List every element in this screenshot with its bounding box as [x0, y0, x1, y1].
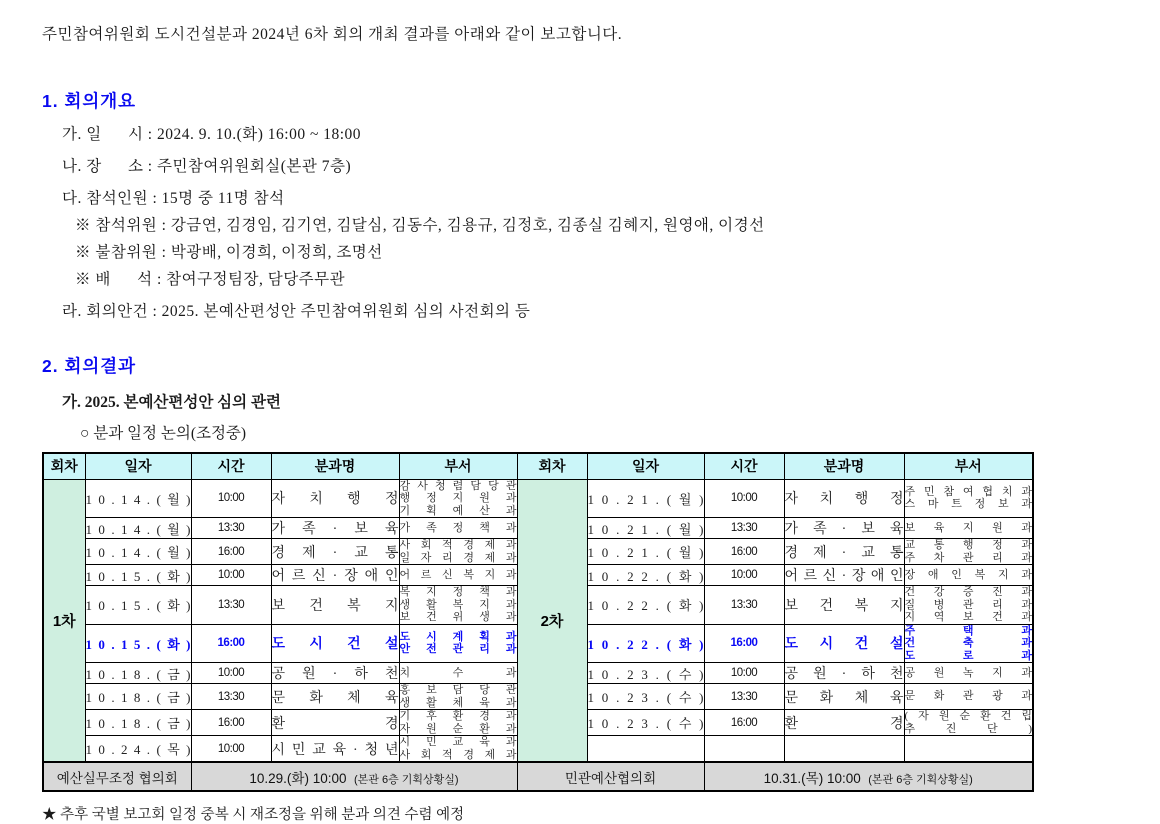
- dept-cell: 어 르 신 복 지 과: [399, 565, 517, 586]
- table-row-highlighted: 1 0 . 1 5 . ( 화 ) 16:00 도 시 건 설 도 시 계 획 과 안 전 관 리 과 1 0 . 2 2 . ( 화 ) 16:00 도 시 건 설 주 택 과 건 축 과 도 로 과: [85, 624, 1032, 662]
- section2-subheading: 가. 2025. 본예산편성안 심의 관련: [62, 394, 281, 411]
- header-round: 회차: [43, 453, 85, 479]
- dept-cell: 도 시 계 획 과 안 전 관 리 과: [399, 624, 517, 663]
- table-row: 1 0 . 1 8 . ( 금 ) 13:30 문 화 체 육 홍 보 담 당 관 생 활 체 육 과 1 0 . 2 3 . ( 수 ) 13:30 문 화 체 육 문 화 관 광 과: [85, 684, 1032, 709]
- footnote-text: ★ 추후 국별 보고회 일정 중복 시 재조정을 위해 분과 의견 수렴 예정: [42, 807, 465, 823]
- section1-title: 1. 회의개요: [42, 91, 137, 111]
- dept-cell: 교 통 행 정 과 주 차 관 리 과: [904, 539, 1032, 564]
- table-header-row: [43, 453, 1033, 479]
- dept-cell: 감 사 청 렴 담 당 관 행 정 지 원 과 기 획 예 산 과: [399, 479, 517, 517]
- table-row: 1 0 . 1 8 . ( 금 ) 16:00 환 경 기 후 환 경 과 자 원 순 환 과 1 0 . 2 3 . ( 수 ) 16:00 환 경 ( 자 원 순 환 건 립 추 진 단 ): [85, 710, 1032, 735]
- dept-cell: 복 지 정 책 과 생 활 복 지 과 보 건 위 생 과: [399, 586, 517, 623]
- header-name: 분과명: [784, 453, 904, 479]
- round2-label: 2차: [517, 479, 587, 762]
- meeting-agenda: 라. 회의안건 : 2025. 본예산편성안 주민참여위원회 심의 사전회의 등: [62, 303, 531, 320]
- table-row: 1 0 . 1 4 . ( 월 ) 16:00 경 제 · 교 통 사 회 적 경 제 과 일 자 리 경 제 과 1 0 . 2 1 . ( 월 ) 16:00 경 제 · 교 통 교 통 행 정 과 주 차 관 리 과: [85, 539, 1032, 564]
- footer-right-label: 민관예산협의회: [517, 762, 704, 791]
- dept-cell: 공 원 녹 지 과: [904, 663, 1033, 684]
- header-date: 일자: [85, 453, 191, 479]
- header-dept: 부서: [904, 453, 1033, 479]
- intro-text: 주민참여위원회 도시건설분과 2024년 6차 회의 개최 결과를 아래와 같이 보고합니다.: [42, 26, 623, 43]
- header-time: 시간: [704, 453, 784, 479]
- dept-cell: 주 택 과 건 축 과 도 로 과: [904, 624, 1032, 662]
- header-name: 분과명: [271, 453, 399, 479]
- header-date: 일자: [587, 453, 704, 479]
- table-row: 1 0 . 1 5 . ( 화 ) 13:30 보 건 복 지 복 지 정 책 과 생 활 복 지 과 보 건 위 생 과 1 0 . 2 2 . ( 화 ) 13:30 보 건 복 지 건 강 증 진 과 질 병 관 리 과 지 역 보 건 과: [85, 586, 1032, 623]
- header-round: 회차: [517, 453, 587, 479]
- dept-cell: 장 애 인 복 지 과: [904, 565, 1033, 586]
- meeting-datetime: 가. 일 시 : 2024. 9. 10.(화) 16:00 ~ 18:00: [62, 126, 362, 143]
- dept-cell: 보 육 지 원 과: [904, 518, 1033, 539]
- header-dept: 부서: [399, 453, 517, 479]
- table-row: 1 0 . 1 4 . ( 월 ) 13:30 가 족 · 보 육 가 족 정 책 과 1 0 . 2 1 . ( 월 ) 13:30 가 족 · 보 육 보 육 지 원 과: [43, 518, 1033, 539]
- table-row: 1차 1 0 . 1 4 . ( 월 ) 10:00 자 치 행 정 감 사 청 렴 담 당 관 행 정 지 원 과 기 획 예 산 과 2차 1 0 . 2 1 . ( 월 ) 10:00 자 치 행 정 주 민 참 여 협 치 과 스 마 트 정 보 과: [43, 479, 1033, 518]
- dept-cell: 주 민 참 여 협 치 과 스 마 트 정 보 과: [904, 479, 1033, 518]
- header-time: 시간: [191, 453, 271, 479]
- footer-right-value: 10.31.(목) 10:00 (본관 6층 기획상황실): [704, 762, 1033, 791]
- attendee-members: ※ 참석위원 : 강금연, 김경임, 김기연, 김달심, 김동수, 김용규, 김정호, 김종실 김혜지, 원영애, 이경선: [75, 217, 765, 234]
- staff-present: ※ 배 석 : 참여구정팀장, 담당주무관: [75, 271, 346, 288]
- dept-cell: 가 족 정 책 과: [399, 518, 517, 539]
- footer-left-note: (본관 6층 기획상황실): [354, 773, 459, 786]
- table-footer-row: [43, 762, 1033, 791]
- section1-body: [42, 121, 1120, 325]
- dept-cell: 홍 보 담 당 관 생 활 체 육 과: [399, 684, 517, 709]
- table-row: 1 0 . 1 8 . ( 금 ) 10:00 공 원 · 하 천 치 수 과 1 0 . 2 3 . ( 수 ) 10:00 공 원 · 하 천 공 원 녹 지 과: [43, 663, 1033, 684]
- dept-cell: 기 후 환 경 과 자 원 순 환 과: [399, 710, 517, 735]
- table-row: 1 0 . 2 4 . ( 목 ) 10:00 시 민 교 육 · 청 년 시 민 교 육 과 사 회 적 경 제 과: [43, 736, 1033, 763]
- footer-left-label: 예산실무조정 협의회: [43, 762, 191, 791]
- dept-cell: 치 수 과: [399, 663, 517, 684]
- dept-cell: ( 자 원 순 환 건 립 추 진 단 ): [904, 710, 1032, 735]
- meeting-place: 나. 장 소 : 주민참여위원회실(본관 7층): [62, 158, 352, 175]
- table-row: 1 0 . 1 5 . ( 화 ) 10:00 어 르 신 · 장 애 인 어 르 신 복 지 과 1 0 . 2 2 . ( 화 ) 10:00 어 르 신 · 장 애 인 장 애 인 복 지 과: [43, 565, 1033, 586]
- dept-cell: 건 강 증 진 과 질 병 관 리 과 지 역 보 건 과: [904, 586, 1032, 623]
- footer-left-value: 10.29.(화) 10:00 (본관 6층 기획상황실): [191, 762, 517, 791]
- footer-right-note: (본관 6층 기획상황실): [868, 773, 973, 786]
- section2-title: 2. 회의결과: [42, 356, 137, 376]
- absent-members: ※ 불참위원 : 박광배, 이경희, 이정희, 조명선: [75, 244, 383, 261]
- round1-label: 1차: [43, 479, 85, 762]
- dept-cell: 사 회 적 경 제 과 일 자 리 경 제 과: [399, 539, 517, 564]
- dept-cell: 문 화 관 광 과: [904, 684, 1033, 710]
- attendance-count: 다. 참석인원 : 15명 중 11명 참석: [62, 190, 285, 207]
- section2-bullet: ○ 분과 일정 논의(조정중): [80, 425, 247, 442]
- schedule-table: [42, 452, 1034, 792]
- dept-cell: [904, 736, 1033, 763]
- dept-cell: 시 민 교 육 과 사 회 적 경 제 과: [399, 736, 517, 761]
